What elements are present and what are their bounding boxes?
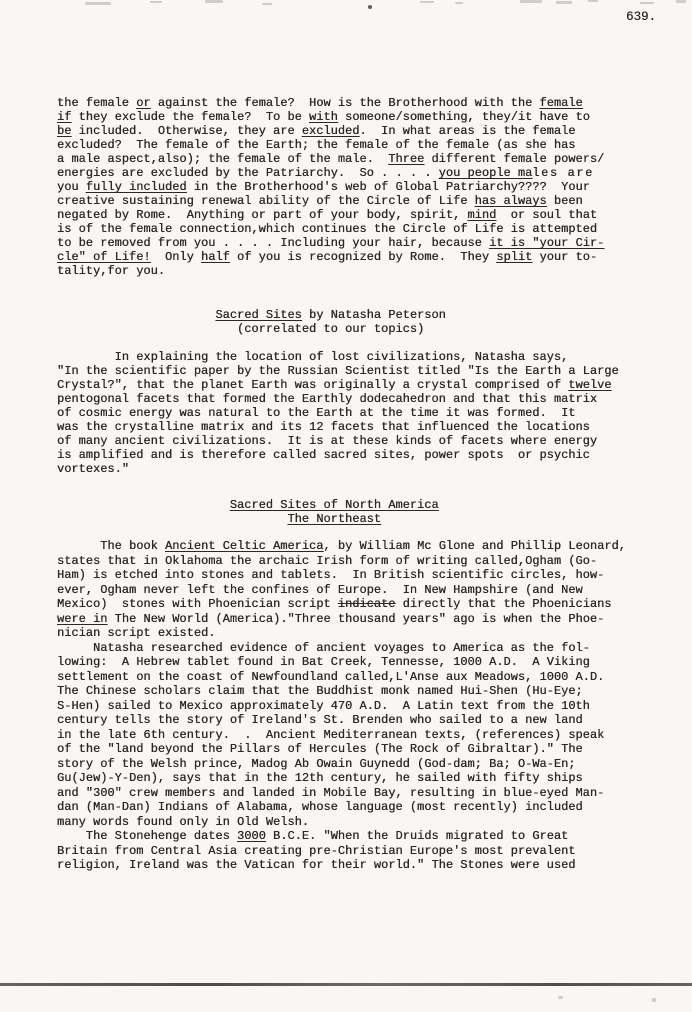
text-line: is amplified and is therefore called sacred sites, power spots or psychic (57, 448, 590, 462)
text-line: dan (Man-Dan) Indians of Alabama, whose language (most recently) included (57, 800, 583, 814)
text-line: states that in Oklahoma the archaic Irish form of writing called,Ogham (Go- (57, 553, 598, 568)
text-line: story of the Welsh prince, Madog Ab Owain Guynedd (God-dam; Ba; O-Wa-En; (57, 756, 576, 771)
text-line: settlement on the coast of Newfoundland called,L'Anse aux Meadows, 1000 A.D. (57, 669, 605, 684)
scan-noise-speck (676, 0, 686, 3)
text-line: tality,for you. (57, 264, 166, 278)
paragraph-3 (57, 539, 677, 641)
text-line: the female or against the female? How is the Brotherhood with the female (57, 96, 583, 110)
scan-noise-speck (262, 3, 272, 5)
text-line: Gu(Jew)-Y-Den), says that in the 12th century, he sailed with fifty ships (57, 771, 583, 785)
text-line: vortexes." (57, 462, 130, 476)
text-line: Natasha researched evidence of ancient voyages to America as the fol- (57, 640, 590, 655)
scan-noise-speck (368, 5, 372, 9)
text-line: is of the female connection,which continues the Circle of Life is attempted (57, 222, 598, 236)
text-line: Sacred Sites by Natasha Peterson (215, 308, 446, 322)
heading-north-america (57, 498, 677, 526)
text-line: of cosmic energy was natural to the Earth at the time it was formed. It (57, 406, 576, 420)
text-line: and "300" crew members and landed in Mobile Bay, resulting in blue-eyed Man- (57, 785, 605, 800)
text-line: lowing: A Hebrew tablet found in Bat Creek, Tennesse, 1000 A.D. A Viking (57, 655, 590, 669)
text-line: ever, Ogham never left the confines of Europe. In New Hampshire (and New (57, 582, 583, 597)
text-line: a male aspect,also); the female of the male. Three different female powers/ (57, 152, 605, 166)
page-number: 639. (626, 10, 657, 24)
scan-noise-speck (85, 2, 111, 5)
text-line: creative sustaining renewal ability of the Circle of Life has always been (57, 194, 583, 208)
text-line: energies are excluded by the Patriarchy. So . . . . you people males are (57, 166, 594, 180)
text-line: negated by Rome. Anything or part of your body, spirit, mind or soul that (57, 208, 598, 222)
text-line: The Chinese scholars claim that the Buddhist monk named Hui-Shen (Hu-Eye; (57, 684, 583, 698)
scan-noise-speck (652, 998, 656, 1002)
text-line: cle" of Life! Only half of you is recognized by Rome. They split your to- (57, 250, 598, 264)
scan-noise-speck (588, 0, 598, 2)
scan-noise-speck (150, 1, 162, 3)
text-line: were in The New World (America)."Three thousand years" ago is when the Phoe- (57, 611, 605, 626)
scan-noise-speck (558, 996, 563, 999)
text-line: of the "land beyond the Pillars of Hercules (The Rock of Gibraltar)." The (57, 742, 583, 756)
paragraph-5 (57, 829, 677, 873)
text-line: nician script existed. (57, 626, 216, 640)
text-line: religion, Ireland was the Vatican for their world." The Stones were used (57, 858, 576, 872)
text-line: S-Hen) sailed to Mexico approximately 470 A.D. A Latin text from the 10th (57, 698, 590, 713)
paragraph-2 (57, 350, 677, 476)
text-line: Crystal?", that the planet Earth was originally a crystal comprised of twelve (57, 378, 612, 392)
text-line: The book Ancient Celtic America, by William Mc Glone and Phillip Leonard, (57, 539, 626, 553)
text-line: was the crystalline matrix and its 12 facets that influenced the locations (57, 420, 590, 434)
text-line: The Stonehenge dates 3000 B.C.E. "When the Druids migrated to Great (57, 829, 569, 843)
text-line: Ham) is etched into stones and tablets. In British scientific circles, how- (57, 568, 605, 582)
paragraph-4 (57, 641, 677, 830)
text-line: in the late 6th century. . Ancient Mediterranean texts, (references) speak (57, 727, 605, 742)
scan-noise-speck (420, 1, 434, 3)
paragraph-1 (57, 96, 677, 278)
scan-noise-speck (640, 2, 654, 4)
document-body (57, 96, 677, 873)
text-line: pentogonal facets that formed the Earthly dodecahedron and that this matrix (57, 392, 598, 406)
heading-sacred-sites (57, 308, 677, 336)
text-line: (correlated to our topics) (57, 322, 425, 336)
text-line: Britain from Central Asia creating pre-Christian Europe's most prevalent (57, 843, 576, 858)
scan-noise-speck (520, 0, 542, 3)
text-line: you fully included in the Brotherhood's web of Global Patriarchy???? Your (57, 180, 590, 194)
text-line: Mexico) stones with Phoenician script indicate directly that the Phoenicians (57, 597, 612, 611)
text-line: excluded? The female of the Earth; the female of the female (as she has (57, 138, 576, 152)
text-line: many words found only in Old Welsh. (57, 814, 310, 829)
text-line: century tells the story of Ireland's St. Brenden who sailed to a new land (57, 713, 583, 727)
text-line: be included. Otherwise, they are excluded. In what areas is the female (57, 124, 576, 138)
scan-noise-speck (205, 0, 223, 3)
text-line: In explaining the location of lost civilizations, Natasha says, (57, 350, 569, 364)
scan-noise-speck (455, 2, 463, 4)
text-line: "In the scientific paper by the Russian Scientist titled "Is the Earth a Large (57, 364, 619, 378)
text-line: The Northeast (287, 512, 382, 526)
text-line: to be removed from you . . . . Including your hair, because it is "your Cir- (57, 236, 605, 250)
text-line: if they exclude the female? To be with someone/something, they/it have to (57, 110, 590, 124)
text-line: of many ancient civilizations. It is at these kinds of facets where energy (57, 434, 598, 448)
scan-noise-speck (556, 1, 572, 4)
text-line: Sacred Sites of North America (229, 498, 439, 512)
scan-edge-line (0, 983, 692, 986)
